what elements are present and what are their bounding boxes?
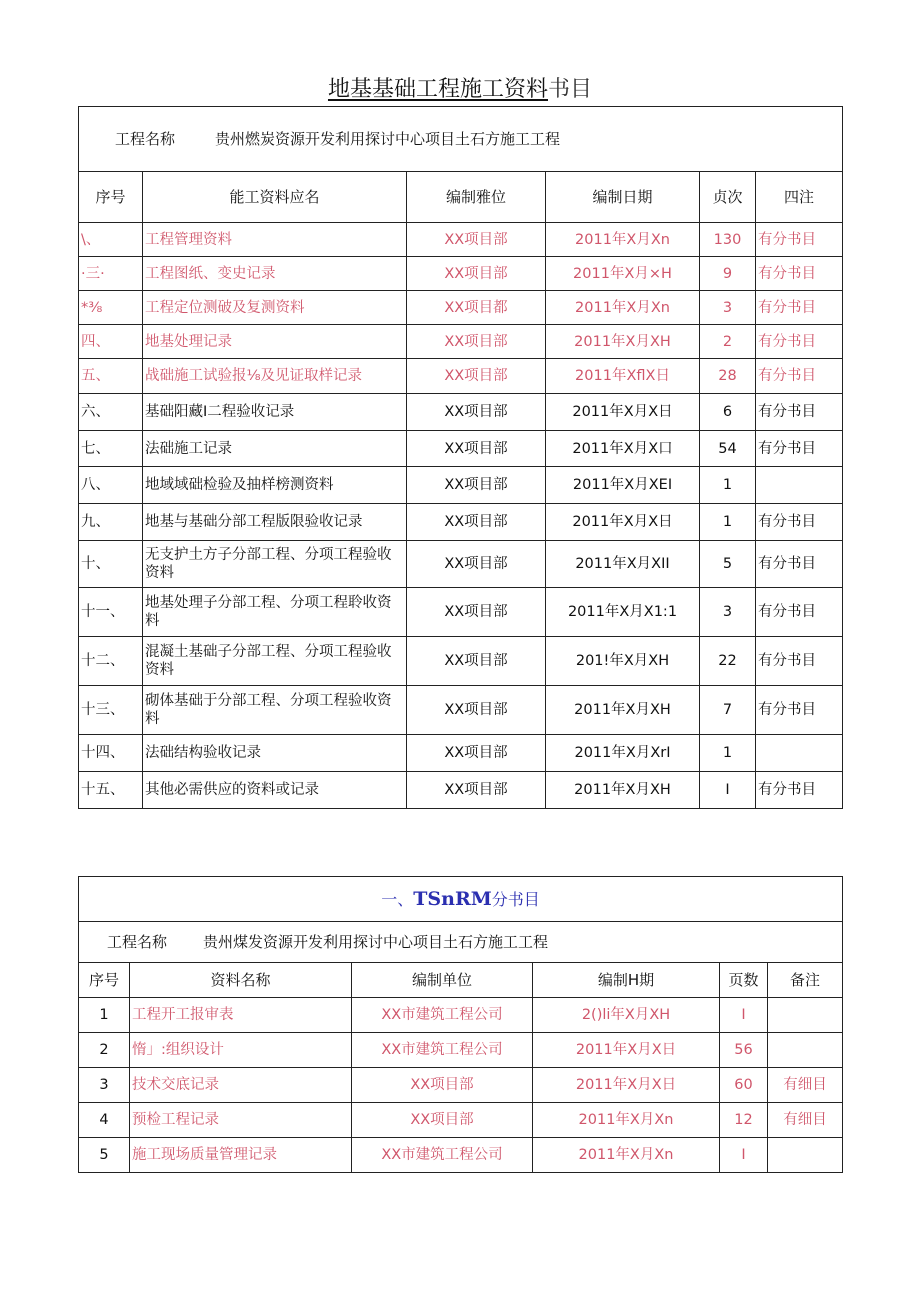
- sub-row-no: 3: [79, 1068, 130, 1103]
- sub-row-date: 2011年X月X日: [533, 1068, 720, 1103]
- row-no: 九、: [79, 504, 143, 541]
- row-note: 有分书目: [756, 637, 843, 686]
- sub-row-date: 2()li年X月XH: [533, 998, 720, 1033]
- sub-table-body: [79, 998, 843, 1173]
- row-name: 法础施工记录: [143, 431, 407, 467]
- row-unit: XX项目部: [407, 467, 546, 504]
- row-date: 2011年X月X日: [546, 394, 700, 431]
- header-pages: 贞次: [700, 172, 756, 223]
- row-pages: 5: [700, 541, 756, 588]
- row-date: 2011年X月XEI: [546, 467, 700, 504]
- header-name: 能工资料应名: [143, 172, 407, 223]
- row-no: 八、: [79, 467, 143, 504]
- sub-row-no: 2: [79, 1033, 130, 1068]
- row-pages: 7: [700, 686, 756, 735]
- project-name: 贵州燃炭资源开发利用探讨中心项目土石方施工工程: [215, 130, 561, 148]
- row-no: \、: [79, 223, 143, 257]
- row-unit: XX项目部: [407, 637, 546, 686]
- section-prefix: 一、: [381, 889, 414, 909]
- sub-table-row: [79, 1033, 843, 1068]
- table-row: [79, 257, 843, 291]
- row-unit: XX项目部: [407, 735, 546, 772]
- sub-table-row: [79, 1103, 843, 1138]
- sub-table-header-row: [79, 963, 843, 998]
- row-unit: XX项目部: [407, 257, 546, 291]
- table-row: [79, 223, 843, 257]
- sub-row-unit: XX市建筑工程公司: [352, 1138, 533, 1173]
- row-note: 有分书目: [756, 394, 843, 431]
- table-row: [79, 541, 843, 588]
- row-note: 有分书目: [756, 772, 843, 809]
- sub-header-note: 备注: [768, 963, 843, 998]
- row-name: 法础结构验收记录: [143, 735, 407, 772]
- row-unit: XX项目部: [407, 431, 546, 467]
- row-no: *⅜: [79, 291, 143, 325]
- project-row: [79, 107, 843, 172]
- sub-header-no: 序号: [79, 963, 130, 998]
- row-note: 有分书目: [756, 588, 843, 637]
- header-date: 编制日期: [546, 172, 700, 223]
- main-table-body: [79, 223, 843, 809]
- row-date: 2011年X月XII: [546, 541, 700, 588]
- sub-row-note: 有细目: [768, 1103, 843, 1138]
- row-name: 混凝土基础子分部工程、分项工程验收资料: [143, 637, 407, 686]
- row-date: 2011年XflX日: [546, 359, 700, 394]
- row-no: 四、: [79, 325, 143, 359]
- row-pages: 22: [700, 637, 756, 686]
- row-note: 有分书目: [756, 504, 843, 541]
- row-note: 有分书目: [756, 541, 843, 588]
- row-unit: XX项目部: [407, 541, 546, 588]
- sub-row-note: [768, 998, 843, 1033]
- sub-row-note: [768, 1033, 843, 1068]
- header-no: 序号: [79, 172, 143, 223]
- row-no: 六、: [79, 394, 143, 431]
- sub-row-date: 2011年X月Xn: [533, 1138, 720, 1173]
- row-unit: XX项目部: [407, 223, 546, 257]
- row-unit: XX项目部: [407, 588, 546, 637]
- row-date: 2011年X月XrI: [546, 735, 700, 772]
- section-code: TSnRM: [413, 887, 492, 910]
- sub-row-name: 惰」:组织设计: [130, 1033, 352, 1068]
- sub-catalog-table: [78, 876, 843, 1173]
- sub-row-note: [768, 1138, 843, 1173]
- row-unit: XX项目部: [407, 394, 546, 431]
- table-row: [79, 735, 843, 772]
- row-unit: XX项目部: [407, 686, 546, 735]
- sub-table-row: [79, 998, 843, 1033]
- sub-row-name: 工程开工报审表: [130, 998, 352, 1033]
- row-date: 2011年X月X日: [546, 504, 700, 541]
- row-date: 2011年X月X口: [546, 431, 700, 467]
- section-title: [79, 877, 843, 922]
- row-unit: XX项目部: [407, 359, 546, 394]
- row-pages: 28: [700, 359, 756, 394]
- sub-row-pages: 12: [720, 1103, 768, 1138]
- row-name: 地基处理子分部工程、分项工程聆收资料: [143, 588, 407, 637]
- table-row: [79, 637, 843, 686]
- row-name: 地基与基础分部工程版限验收记录: [143, 504, 407, 541]
- page-title-suffix: 书目: [548, 77, 593, 102]
- header-unit: 编制雅位: [407, 172, 546, 223]
- sub-row-pages: 56: [720, 1033, 768, 1068]
- section-suffix: 分书目: [491, 889, 540, 909]
- sub-table-row: [79, 1138, 843, 1173]
- row-note: 有分书目: [756, 291, 843, 325]
- row-date: 201!年X月XH: [546, 637, 700, 686]
- sub-header-name: 资料名称: [130, 963, 352, 998]
- row-pages: 1: [700, 504, 756, 541]
- sub-table-row: [79, 1068, 843, 1103]
- row-unit: XX项目都: [407, 291, 546, 325]
- table-row: [79, 394, 843, 431]
- table-row: [79, 291, 843, 325]
- sub-project-label: 工程名称: [107, 933, 168, 951]
- sub-row-unit: XX市建筑工程公司: [352, 998, 533, 1033]
- row-no: ·三·: [79, 257, 143, 291]
- row-name: 战础施工试验报⅛及见证取样记录: [143, 359, 407, 394]
- sub-row-no: 4: [79, 1103, 130, 1138]
- row-name: 基础阳藏I二程验收记录: [143, 394, 407, 431]
- table-row: [79, 686, 843, 735]
- row-name: 砌体基础于分部工程、分项工程验收资料: [143, 686, 407, 735]
- row-date: 2011年X月XH: [546, 325, 700, 359]
- row-no: 十三、: [79, 686, 143, 735]
- sub-project-name: 贵州煤发资源开发利用探讨中心项目土石方施工工程: [203, 933, 549, 951]
- row-pages: 54: [700, 431, 756, 467]
- table-row: [79, 504, 843, 541]
- row-no: 十二、: [79, 637, 143, 686]
- sub-row-name: 技术交底记录: [130, 1068, 352, 1103]
- row-date: 2011年X月×H: [546, 257, 700, 291]
- row-name: 工程图纸、变史记录: [143, 257, 407, 291]
- sub-row-pages: 60: [720, 1068, 768, 1103]
- table-row: [79, 359, 843, 394]
- row-no: 十一、: [79, 588, 143, 637]
- sub-row-no: 5: [79, 1138, 130, 1173]
- row-name: 工程定位测破及复测资料: [143, 291, 407, 325]
- row-pages: 3: [700, 588, 756, 637]
- row-date: 2011年X月Xn: [546, 223, 700, 257]
- sub-header-date: 编制H期: [533, 963, 720, 998]
- row-pages: 1: [700, 467, 756, 504]
- row-pages: 2: [700, 325, 756, 359]
- sub-row-unit: XX项目部: [352, 1068, 533, 1103]
- row-name: 地基处理记录: [143, 325, 407, 359]
- row-note: [756, 735, 843, 772]
- row-note: [756, 467, 843, 504]
- page-title-main: 地基基础工程施工资料: [327, 77, 548, 102]
- row-pages: 1: [700, 735, 756, 772]
- row-date: 2011年X月XH: [546, 772, 700, 809]
- table-header-row: [79, 172, 843, 223]
- row-no: 十、: [79, 541, 143, 588]
- row-no: 五、: [79, 359, 143, 394]
- table-row: [79, 467, 843, 504]
- row-unit: XX项目部: [407, 504, 546, 541]
- table-row: [79, 588, 843, 637]
- sub-row-pages: I: [720, 998, 768, 1033]
- sub-row-unit: XX项目部: [352, 1103, 533, 1138]
- sub-header-unit: 编制单位: [352, 963, 533, 998]
- row-date: 2011年X月Xn: [546, 291, 700, 325]
- row-unit: XX项目部: [407, 772, 546, 809]
- table-row: [79, 431, 843, 467]
- sub-row-date: 2011年X月X日: [533, 1033, 720, 1068]
- row-pages: 3: [700, 291, 756, 325]
- row-name: 地域域础检验及抽样榜测资料: [143, 467, 407, 504]
- project-label: 工程名称: [115, 130, 176, 148]
- row-no: 七、: [79, 431, 143, 467]
- sub-row-name: 施工现场质量管理记录: [130, 1138, 352, 1173]
- sub-project-row: [79, 922, 843, 963]
- row-name: 无支护土方子分部工程、分项工程验收资料: [143, 541, 407, 588]
- row-pages: 9: [700, 257, 756, 291]
- sub-row-name: 预检工程记录: [130, 1103, 352, 1138]
- page-title: [0, 72, 920, 103]
- sub-header-pages: 页数: [720, 963, 768, 998]
- sub-row-no: 1: [79, 998, 130, 1033]
- row-pages: I: [700, 772, 756, 809]
- row-note: 有分书目: [756, 359, 843, 394]
- row-date: 2011年X月X1:1: [546, 588, 700, 637]
- row-note: 有分书目: [756, 257, 843, 291]
- row-date: 2011年X月XH: [546, 686, 700, 735]
- sub-row-note: 有细目: [768, 1068, 843, 1103]
- table-row: [79, 325, 843, 359]
- table-row: [79, 772, 843, 809]
- row-no: 十四、: [79, 735, 143, 772]
- main-catalog-table: [78, 106, 843, 809]
- sub-row-pages: I: [720, 1138, 768, 1173]
- row-note: 有分书目: [756, 431, 843, 467]
- row-note: 有分书目: [756, 686, 843, 735]
- row-pages: 130: [700, 223, 756, 257]
- sub-row-unit: XX市建筑工程公司: [352, 1033, 533, 1068]
- row-pages: 6: [700, 394, 756, 431]
- row-no: 十五、: [79, 772, 143, 809]
- row-name: 其他必需供应的资料或记录: [143, 772, 407, 809]
- row-note: 有分书目: [756, 325, 843, 359]
- sub-row-date: 2011年X月Xn: [533, 1103, 720, 1138]
- row-note: 有分书目: [756, 223, 843, 257]
- row-unit: XX项目部: [407, 325, 546, 359]
- row-name: 工程管理资料: [143, 223, 407, 257]
- header-note: 四注: [756, 172, 843, 223]
